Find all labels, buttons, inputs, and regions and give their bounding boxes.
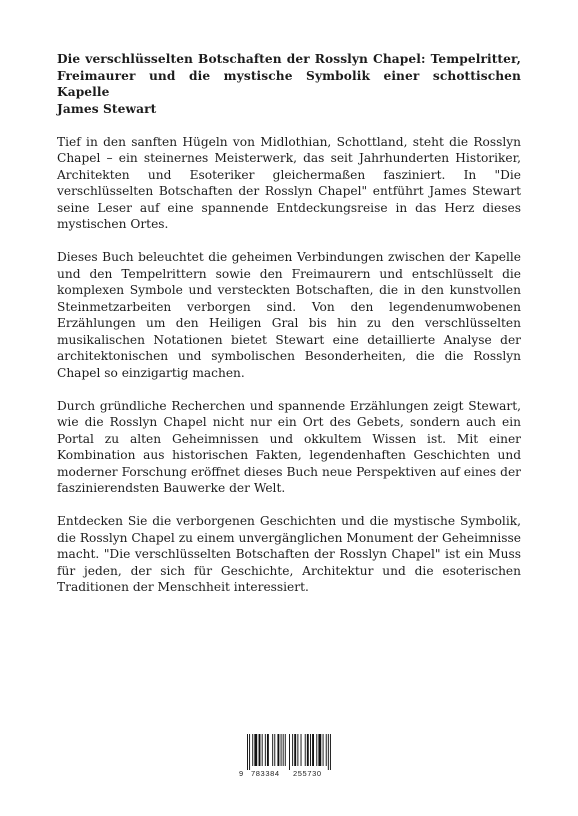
barcode-digits-right: 255730 [293, 769, 322, 778]
barcode-bar [330, 734, 331, 770]
barcode-bar [265, 734, 266, 766]
barcode-bar [297, 734, 298, 766]
barcode-bar [277, 734, 279, 766]
barcode-bar [292, 734, 293, 766]
barcode-digits-left: 783384 [251, 769, 280, 778]
blurb-paragraph-3: Durch gründliche Recherchen und spannende Erzählungen zeigt Stewart, wie die Rosslyn Chapel nicht nur ein Ort des Gebets, sondern auch ein Portal zu alten Geheimnissen und okkultem Wissen ist. Mit einer Kombination aus historischen Fakten, legendenhaften Geschichten und moderner Forschung eröffnet dieses Buch neue Perspektiven auf eines der faszinierendsten Bauwerke der Welt. [57, 398, 521, 495]
barcode-bar [262, 734, 263, 766]
barcode-bar [254, 734, 257, 766]
barcode-digit-first: 9 [239, 769, 244, 778]
barcode-bar [285, 734, 286, 766]
barcode-bar [252, 734, 253, 766]
barcode-bar [328, 734, 329, 770]
barcode-bar [316, 734, 317, 766]
barcode-bar [274, 734, 275, 766]
barcode-bar [272, 734, 273, 766]
barcode-bar [267, 734, 269, 766]
back-cover-text [57, 51, 521, 596]
blurb-paragraph-4: Entdecken Sie die verborgenen Geschichten und die mystische Symbolik, die Rosslyn Chapel zu einem unvergänglichen Monument der Geheimnisse macht. "Die verschlüsselten Botschaften der Rosslyn Chapel" ist ein Muss für jeden, der sich für Geschichte, Architektur und die esoterischen Traditionen der Menschheit interessiert. [57, 514, 521, 594]
barcode-bar [301, 734, 302, 766]
blurb-paragraph-1: Tief in den sanften Hügeln von Midlothian, Schottland, steht die Rosslyn Chapel – ein steinernes Meisterwerk, das seit Jahrhunderten Historiker, Architekten und Esoteriker gleichermaßen fasziniert. In "Die verschlüsselten Botschaften der Rosslyn Chapel" entführt James Stewart seine Leser auf eine spannende Entdeckungsreise in das Herz dieses mystischen Ortes. [57, 134, 521, 231]
barcode-bar [323, 734, 324, 766]
book-title: Die verschlüsselten Botschaften der Rosslyn Chapel: Tempelritter, Freimaurer und die mystische Symbolik einer schottischen Kapelle [57, 52, 521, 99]
barcode-bar [247, 734, 248, 770]
barcode-bar [249, 734, 250, 770]
blurb-paragraph-2: Dieses Buch beleuchtet die geheimen Verbindungen zwischen der Kapelle und den Tempelrittern sowie den Freimaurern und entschlüsselt die komplexen Symbole und versteckten Botschaften, die in den kunstvollen Steinmetzarbeiten verborgen sind. Von den legendenumwobenen Erzählungen um den Heiligen Gral bis hin zu den verschlüsselten musikalischen Notationen bietet Stewart eine detaillierte Analyse der architektonischen und symbolischen Besonderheiten, die die Rosslyn Chapel so einzigartig machen. [57, 250, 521, 380]
barcode-bar [305, 734, 306, 766]
barcode-bar [294, 734, 296, 766]
isbn-barcode [237, 734, 341, 778]
barcode-bar [283, 734, 284, 766]
barcode-bar [312, 734, 314, 766]
barcode-bar [281, 734, 282, 766]
barcode-bar [259, 734, 261, 766]
book-heading [57, 51, 521, 117]
barcode-bar [310, 734, 311, 766]
barcode-bar [326, 734, 327, 766]
barcode-bar [318, 734, 321, 766]
barcode-bar [289, 734, 290, 770]
book-author: James Stewart [57, 101, 157, 116]
barcode-bar [307, 734, 309, 766]
